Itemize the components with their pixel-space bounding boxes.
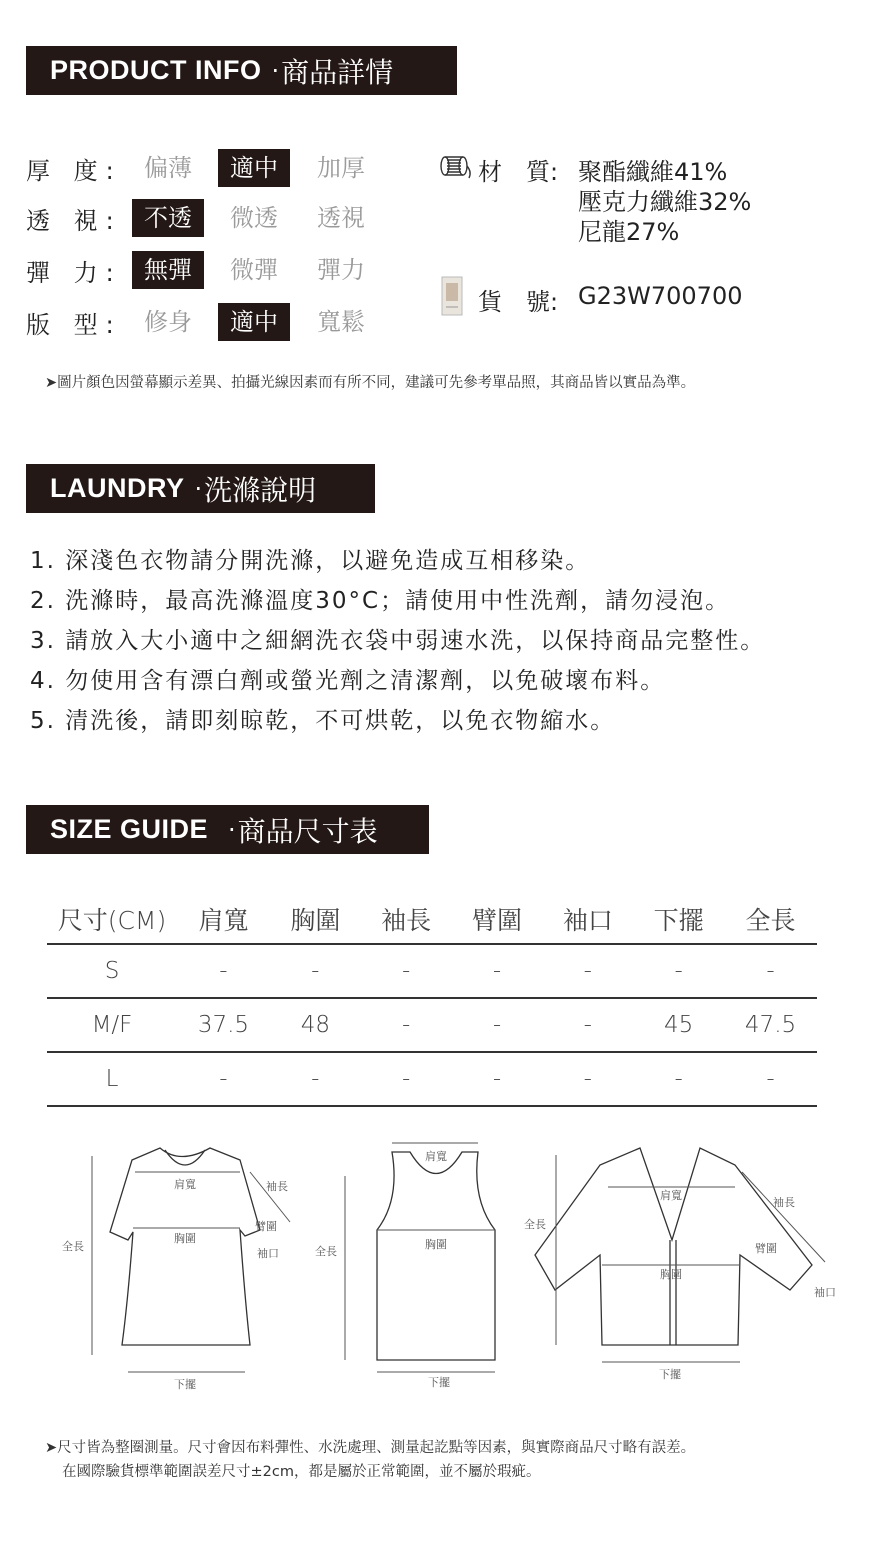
thread-spool-icon	[436, 152, 474, 180]
size-cell: L	[47, 1052, 177, 1106]
table-row	[47, 998, 817, 1052]
sku-label: 貨 號:	[478, 288, 559, 316]
tag-icon	[440, 275, 464, 317]
label-shoulder: 肩寬	[660, 1189, 682, 1202]
attribute-option: 微彈	[230, 256, 278, 284]
laundry-item: 1. 深淺色衣物請分開洗滌，以避免造成互相移染。	[30, 548, 591, 574]
measure-cell: 45	[633, 998, 724, 1052]
material-line-3: 尼龍27%	[578, 218, 680, 246]
header-dot: ·	[271, 56, 280, 85]
label-hem: 下擺	[428, 1376, 450, 1389]
material-line-2: 壓克力纖維32%	[578, 188, 752, 216]
attribute-label: 厚 度:	[26, 156, 122, 185]
label-length: 全長	[315, 1245, 337, 1258]
attribute-row	[26, 149, 138, 187]
measure-cell: -	[724, 1052, 817, 1106]
attribute-option: 寬鬆	[317, 308, 365, 336]
measure-cell: -	[177, 944, 270, 998]
table-row	[47, 944, 817, 998]
color-disclaimer: ➤圖片顏色因螢幕顯示差異、拍攝光線因素而有所不同，建議可先參考單品照，其商品皆以實品為準。	[45, 375, 696, 391]
label-chest: 胸圍	[174, 1232, 196, 1245]
size-guide-title-en: SIZE GUIDE	[50, 814, 209, 844]
measure-cell: -	[361, 1052, 452, 1106]
laundry-item: 3. 請放入大小適中之細網洗衣袋中弱速水洗，以保持商品完整性。	[30, 628, 766, 654]
measure-cell: -	[270, 944, 361, 998]
attribute-option: 彈力	[317, 256, 365, 284]
attribute-row	[26, 303, 138, 341]
label-arm: 臂圍	[255, 1220, 277, 1233]
measure-cell: -	[361, 998, 452, 1052]
label-sleeve: 袖長	[266, 1180, 288, 1193]
col-hem: 下擺	[633, 895, 724, 944]
product-info-title-zh: 商品詳情	[281, 55, 394, 89]
attribute-option: 偏薄	[144, 154, 192, 182]
laundry-item: 5. 清洗後，請即刻晾乾，不可烘乾，以免衣物縮水。	[30, 708, 616, 734]
laundry-item: 4. 勿使用含有漂白劑或螢光劑之清潔劑，以免破壞布料。	[30, 668, 666, 694]
material-line-1: 聚酯纖維41%	[578, 158, 728, 186]
col-cuff: 袖口	[542, 895, 633, 944]
attribute-option-selected: 適中	[218, 303, 290, 341]
attribute-option: 加厚	[317, 154, 365, 182]
measure-cell: -	[177, 1052, 270, 1106]
measure-cell: -	[633, 944, 724, 998]
sku-value: G23W700700	[578, 282, 743, 310]
size-cell: S	[47, 944, 177, 998]
attribute-label: 透 視:	[26, 206, 122, 235]
attribute-option: 修身	[144, 308, 192, 336]
size-note-line-1: ➤尺寸皆為整圈測量。尺寸會因布料彈性、水洗處理、測量起訖點等因素，與實際商品尺寸略有誤差。	[45, 1440, 696, 1456]
label-length: 全長	[524, 1218, 546, 1231]
laundry-title-en: LAUNDRY	[50, 473, 185, 503]
header-dot: ·	[194, 474, 203, 503]
size-cell: M/F	[47, 998, 177, 1052]
attribute-row	[26, 199, 138, 237]
measure-cell: -	[542, 1052, 633, 1106]
col-size: 尺寸(CM)	[47, 895, 177, 944]
attribute-option-selected: 無彈	[132, 251, 204, 289]
col-chest: 胸圍	[270, 895, 361, 944]
size-table-header-row	[47, 895, 817, 944]
attribute-option: 微透	[230, 204, 278, 232]
size-note-line-2: 在國際驗貨標準範圍誤差尺寸±2cm，都是屬於正常範圍，並不屬於瑕疵。	[62, 1464, 541, 1480]
product-info-title-en: PRODUCT INFO	[50, 55, 262, 85]
measure-cell: -	[361, 944, 452, 998]
measure-cell: -	[724, 944, 817, 998]
measure-cell: -	[633, 1052, 724, 1106]
attribute-option-selected: 不透	[132, 199, 204, 237]
product-info-header	[26, 46, 457, 95]
label-shoulder: 肩寬	[425, 1150, 447, 1163]
measure-cell: -	[542, 944, 633, 998]
label-shoulder: 肩寬	[174, 1178, 196, 1191]
garment-diagrams	[0, 1125, 875, 1395]
label-hem: 下擺	[174, 1378, 196, 1391]
measure-cell: -	[452, 944, 543, 998]
label-cuff: 袖口	[257, 1247, 279, 1260]
header-dot: ·	[228, 815, 236, 844]
label-arm: 臂圍	[755, 1242, 777, 1255]
col-sleeve: 袖長	[361, 895, 452, 944]
label-hem: 下擺	[659, 1368, 681, 1381]
attribute-label: 版 型:	[26, 310, 122, 339]
size-guide-title-zh: 商品尺寸表	[237, 814, 378, 848]
attribute-option-selected: 適中	[218, 149, 290, 187]
laundry-header	[26, 464, 375, 513]
label-chest: 胸圍	[425, 1238, 447, 1251]
size-table	[47, 895, 817, 1107]
label-cuff: 袖口	[814, 1286, 836, 1299]
label-length: 全長	[62, 1240, 84, 1253]
measure-cell: 37.5	[177, 998, 270, 1052]
laundry-title-zh: 洗滌說明	[204, 473, 317, 507]
laundry-item: 2. 洗滌時，最高洗滌溫度30°C；請使用中性洗劑，請勿浸泡。	[30, 588, 731, 614]
material-label: 材 質:	[478, 158, 559, 186]
size-guide-header	[26, 805, 429, 854]
attribute-label: 彈 力:	[26, 258, 122, 287]
measure-cell: -	[270, 1052, 361, 1106]
label-sleeve: 袖長	[773, 1196, 795, 1209]
measure-cell: 47.5	[724, 998, 817, 1052]
measure-cell: 48	[270, 998, 361, 1052]
col-arm: 臂圍	[452, 895, 543, 944]
col-shoulder: 肩寬	[177, 895, 270, 944]
attribute-option: 透視	[317, 204, 365, 232]
measure-cell: -	[452, 998, 543, 1052]
measure-cell: -	[452, 1052, 543, 1106]
col-length: 全長	[724, 895, 817, 944]
attribute-row	[26, 251, 138, 289]
table-row	[47, 1052, 817, 1106]
label-chest: 胸圍	[660, 1268, 682, 1281]
measure-cell: -	[542, 998, 633, 1052]
